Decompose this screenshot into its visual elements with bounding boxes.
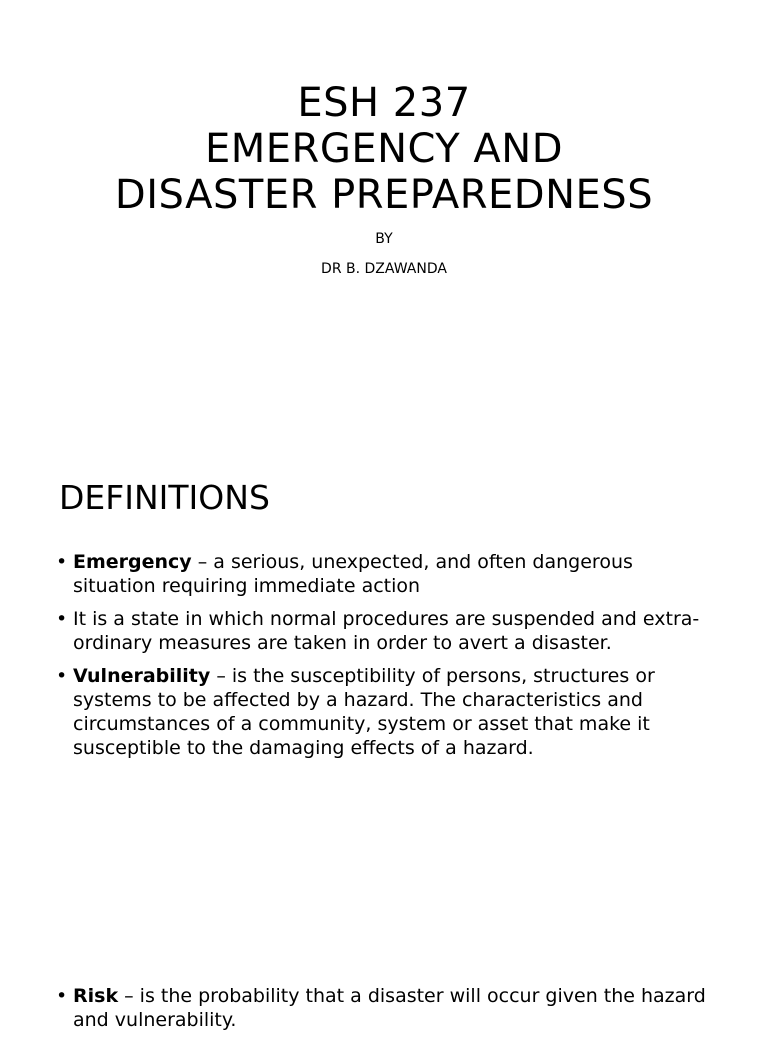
definition-text: It is a state in which normal procedures are suspended and extra-ordinary measures are taken in order to avert a disaster. [73,608,700,654]
bullet-state [56,607,716,655]
bullet-icon: • [56,985,68,1007]
term-label: Emergency [73,551,192,573]
definition-text: – a serious, unexpected, and often dangerous situation requiring immediate action [73,551,633,597]
risk-slide [0,960,768,1031]
bullet-icon: • [56,551,68,573]
title-line-course-code: ESH 237 [297,80,471,126]
definition-text: – is the susceptibility of persons, structures or systems to be affected by a hazard. The characteristics and circumstances of a community, system or asset that make it susceptible to the damaging effects of a hazard. [73,665,655,759]
slide-heading: DEFINITIONS [59,478,270,517]
author-name: DR B. DZAWANDA [321,261,447,277]
title-line-2: DISASTER PREPAREDNESS [114,172,654,218]
definition-text: – is the probability that a disaster will occur given the hazard and vulnerability. [73,985,706,1031]
slide-title [0,80,768,218]
definitions-list [56,550,716,769]
title-slide [0,0,768,432]
title-line-1: EMERGENCY AND [204,126,563,172]
risk-list [56,984,716,1041]
bullet-icon: • [56,608,68,630]
bullet-emergency [56,550,716,598]
bullet-vulnerability [56,664,716,760]
term-label: Vulnerability [73,665,211,687]
bullet-icon: • [56,665,68,687]
bullet-risk [56,984,716,1032]
definitions-slide [0,432,768,1008]
term-label: Risk [73,985,119,1007]
by-label: BY [375,231,393,247]
